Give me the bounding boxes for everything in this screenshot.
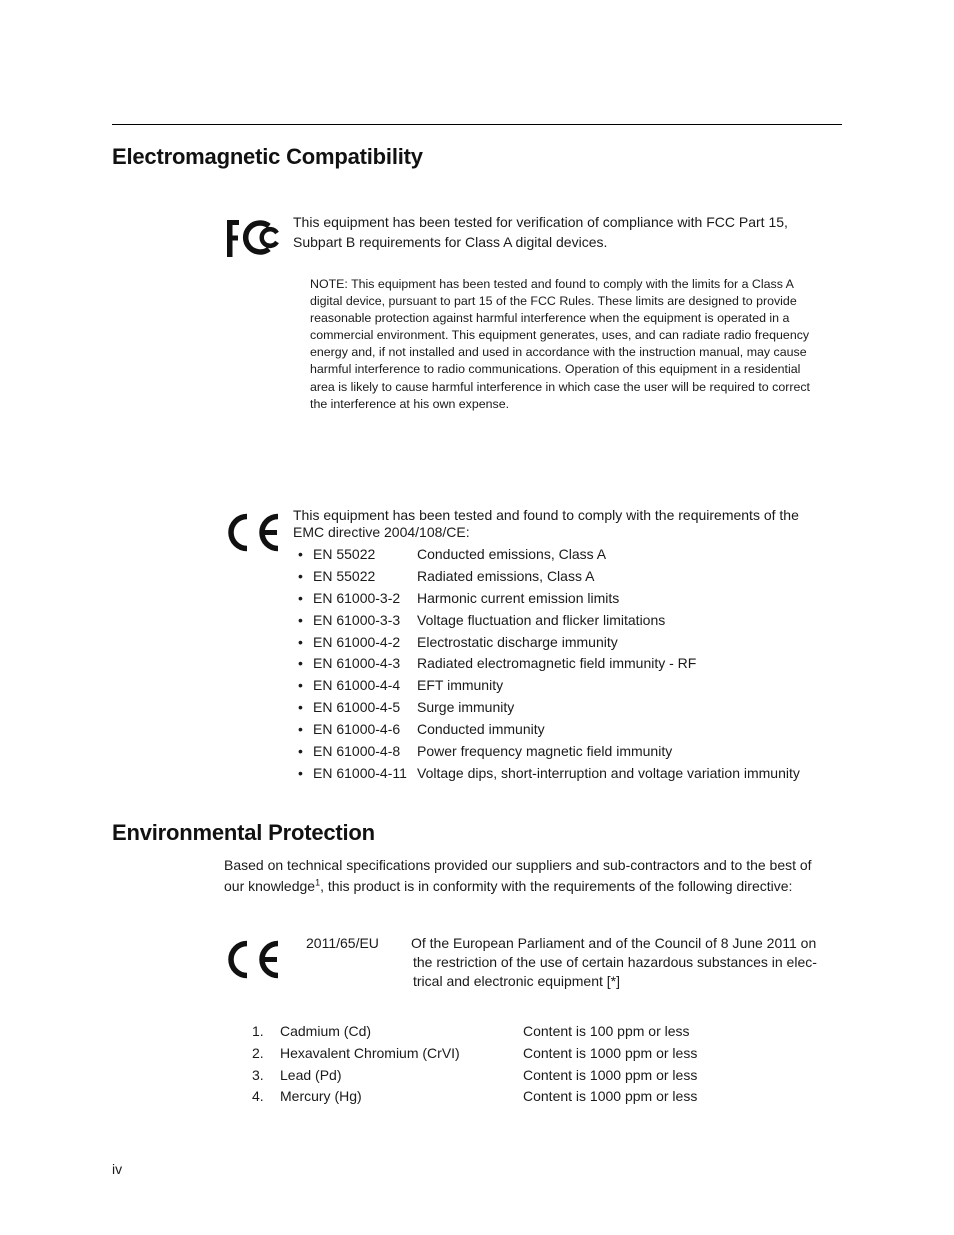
note-line: energy and, if not installed and used in accordance with the instruction manual, may cause — [310, 345, 807, 360]
standard-code: EN 61000-4-6 — [313, 721, 401, 738]
fcc-text-line-2: Subpart B requirements for Class A digital devices. — [293, 234, 608, 250]
note-line: harmful interference to radio communications. Operation of this equipment in a residential — [310, 362, 801, 377]
footnote-marker: 1 — [315, 877, 321, 888]
standard-description: Voltage dips, short-interruption and voltage variation immunity — [417, 764, 800, 781]
intro-text-a: our knowledge — [224, 878, 316, 894]
ce-mark-icon — [224, 939, 282, 980]
standard-code: EN 55022 — [313, 546, 376, 562]
bullet: • — [298, 721, 303, 738]
env-intro-line-1: Based on technical specifications provided our suppliers and sub-contractors and to the best of — [224, 857, 812, 873]
standard-description: Power frequency magnetic field immunity — [417, 743, 673, 760]
note-line: the interference at his own expense. — [310, 396, 510, 411]
standard-description: EFT immunity — [417, 677, 504, 694]
standard-code: EN 61000-4-4 — [313, 677, 401, 694]
bullet: • — [298, 699, 303, 716]
bullet: • — [298, 567, 303, 584]
directive-text-line-1: Of the European Parliament and of the Council of 8 June 2011 on — [411, 935, 817, 951]
bullet: • — [298, 764, 303, 781]
standard-description: Electrostatic discharge immunity — [417, 633, 618, 650]
substance-name: Cadmium (Cd) — [280, 1023, 372, 1039]
substance-limit: Content is 1000 ppm or less — [523, 1088, 698, 1105]
standard-description: Harmonic current emission limits — [417, 589, 620, 606]
bullet: • — [298, 546, 303, 562]
standard-description: Radiated electromagnetic field immunity - RF — [417, 655, 697, 672]
substance-limit: Content is 1000 ppm or less — [523, 1044, 698, 1061]
substance-name: Mercury (Hg) — [280, 1088, 362, 1105]
emc-heading: Electromagnetic Compatibility — [112, 144, 423, 169]
standard-code: EN 61000-3-3 — [313, 611, 401, 628]
standard-code: EN 61000-4-11 — [313, 764, 407, 781]
note-line: digital device, pursuant to part 15 of the FCC Rules. These limits are designed to provide — [310, 294, 797, 309]
bullet: • — [298, 677, 303, 694]
bullet: • — [298, 655, 303, 672]
header-rule — [112, 124, 842, 125]
directive-text-line-2: the restriction of the use of certain hazardous substances in elec- — [413, 954, 817, 970]
item-number: 1. — [252, 1023, 264, 1039]
substance-limit: Content is 100 ppm or less — [523, 1023, 690, 1039]
bullet: • — [298, 633, 303, 650]
bullet: • — [298, 743, 303, 760]
note-line: commercial environment. This equipment generates, uses, and can radiate radio frequency — [310, 328, 810, 343]
fcc-note — [310, 276, 842, 413]
intro-text-b: , this product is in conformity with the requirements of the following directive: — [320, 878, 793, 894]
bullet: • — [298, 589, 303, 606]
substance-name: Hexavalent Chromium (CrVI) — [280, 1044, 460, 1061]
standard-description: Voltage fluctuation and flicker limitations — [417, 611, 666, 628]
standard-code: EN 55022 — [313, 567, 376, 584]
item-number: 2. — [252, 1044, 264, 1061]
standard-description: Conducted immunity — [417, 721, 545, 738]
page-number: iv — [112, 1161, 123, 1177]
item-number: 4. — [252, 1088, 264, 1105]
note-line: NOTE: This equipment has been tested and found to comply with the limits for a Class A — [310, 277, 794, 291]
standard-code: EN 61000-4-8 — [313, 743, 401, 760]
directive-text-line-3: trical and electronic equipment [*] — [413, 973, 620, 989]
standard-code: EN 61000-4-5 — [313, 699, 401, 716]
standard-description: Radiated emissions, Class A — [417, 567, 595, 584]
note-line: reasonable protection against harmful interference when the equipment is operated in a — [310, 311, 790, 326]
bullet: • — [298, 611, 303, 628]
standard-code: EN 61000-4-2 — [313, 633, 401, 650]
ce-mark-icon — [224, 512, 282, 553]
standard-description: Conducted emissions, Class A — [417, 546, 607, 562]
standard-code: EN 61000-3-2 — [313, 589, 401, 606]
substance-name: Lead (Pd) — [280, 1066, 342, 1083]
ce-text-line-2: EMC directive 2004/108/CE: — [293, 524, 470, 540]
item-number: 3. — [252, 1066, 264, 1083]
substance-limit: Content is 1000 ppm or less — [523, 1066, 698, 1083]
standard-code: EN 61000-4-3 — [313, 655, 401, 672]
env-intro-line-2 — [224, 876, 792, 896]
note-line: area is likely to cause harmful interference in which case the user will be required to correct — [310, 379, 810, 394]
ce-text-line-1: This equipment has been tested and found to comply with the requirements of the — [293, 507, 799, 523]
fcc-text-line-1: This equipment has been tested for verification of compliance with FCC Part 15, — [293, 214, 788, 230]
standard-description: Surge immunity — [417, 699, 515, 716]
directive-code: 2011/65/EU — [306, 935, 379, 951]
fcc-logo-icon — [225, 218, 283, 259]
env-heading: Environmental Protection — [112, 820, 375, 845]
